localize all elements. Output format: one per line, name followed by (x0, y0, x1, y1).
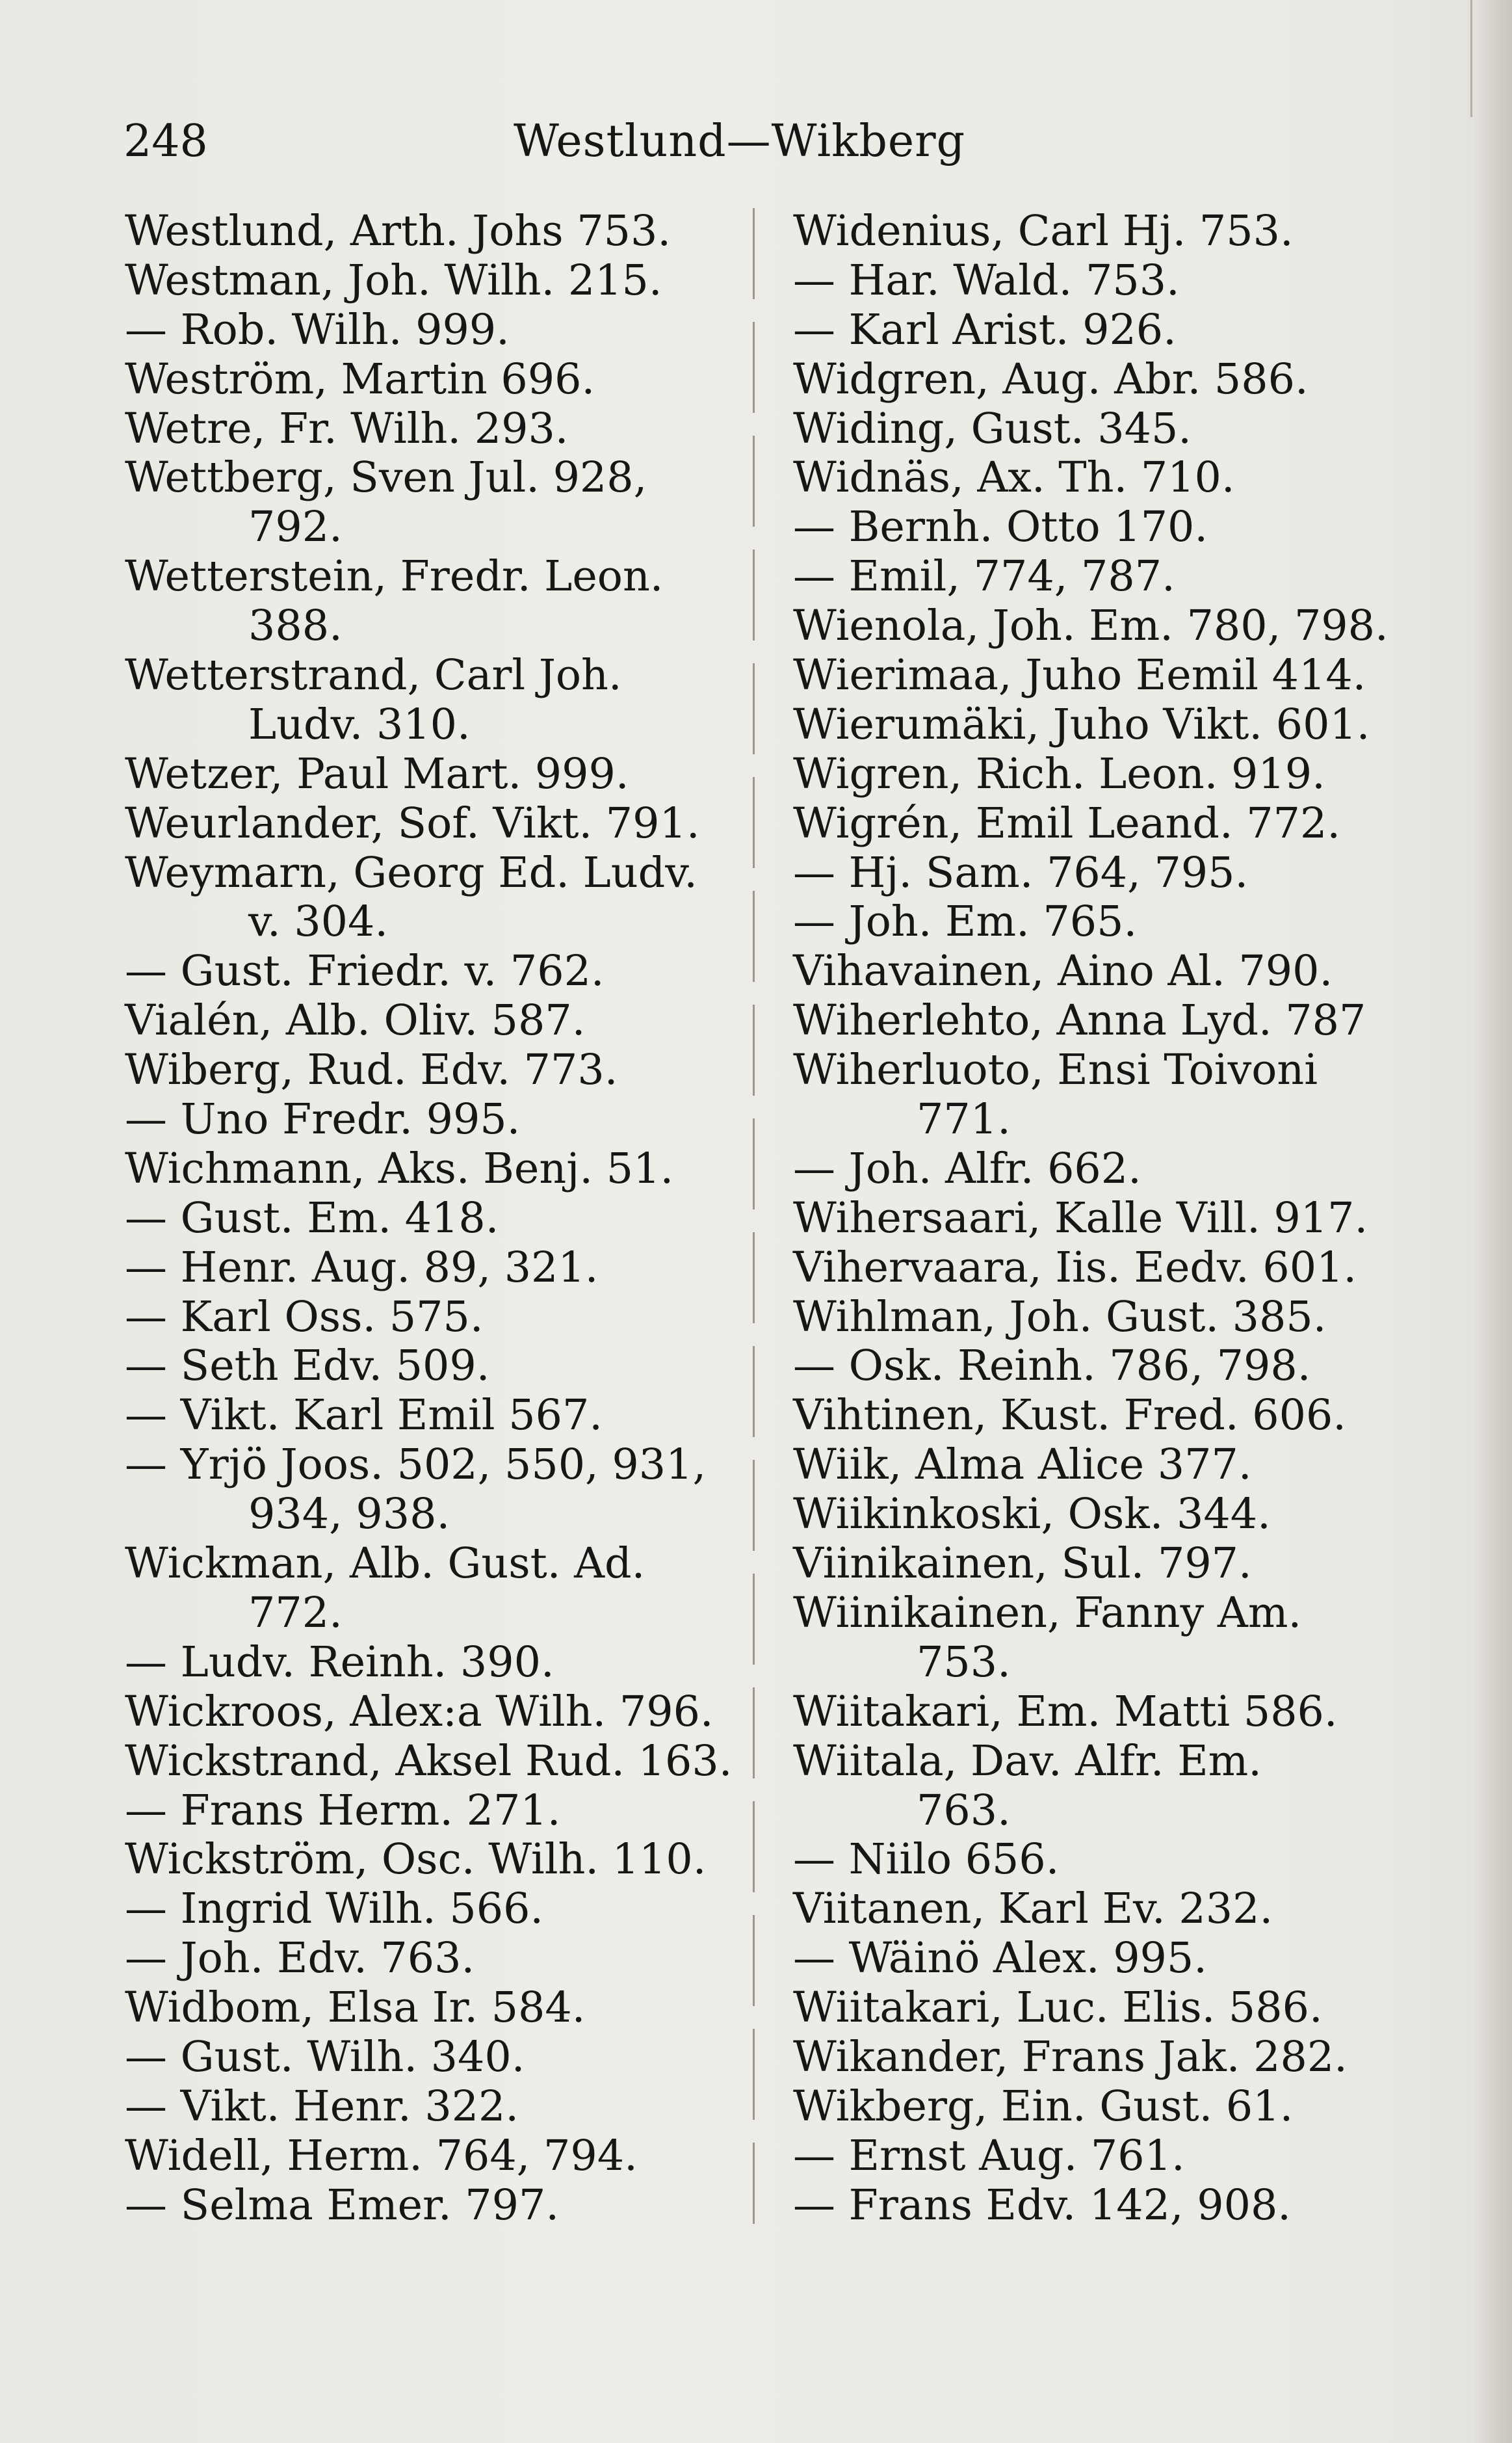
index-entry-continuation: 772. (248, 1588, 343, 1637)
index-entry: Widgren, Aug. Abr. 586. (793, 354, 1309, 404)
index-entry-continuation: 934, 938. (248, 1490, 450, 1539)
index-entry: Viinikainen, Sul. 797. (793, 1539, 1252, 1589)
index-entry: Widbom, Elsa Ir. 584. (125, 1983, 586, 2033)
index-entry: Vihervaara, Iis. Eedv. 601. (793, 1243, 1357, 1292)
running-head: Westlund—Wikberg (514, 116, 966, 167)
index-entry: Wigren, Rich. Leon. 919. (793, 749, 1325, 799)
right-column (793, 207, 1398, 2230)
index-entry: Wickstrand, Aksel Rud. 163. (125, 1736, 733, 1786)
index-entry: Widenius, Carl Hj. 753. (793, 207, 1294, 256)
index-entry: Widell, Herm. 764, 794. (125, 2131, 638, 2180)
left-column (125, 207, 733, 2230)
index-entry: Westman, Joh. Wilh. 215. (125, 256, 662, 305)
index-entry: Wikberg, Ein. Gust. 61. (793, 2081, 1294, 2131)
index-entry: Wettberg, Sven Jul. 928, (125, 453, 647, 503)
index-entry: — Gust. Friedr. v. 762. (125, 947, 605, 996)
index-entry: — Joh. Alfr. 662. (793, 1144, 1141, 1193)
index-entry-continuation: 753. (917, 1637, 1011, 1687)
index-entry: — Ingrid Wilh. 566. (125, 1884, 544, 1934)
index-entry: Wichmann, Aks. Benj. 51. (125, 1144, 674, 1193)
index-entry: Vihavainen, Aino Al. 790. (793, 947, 1333, 996)
index-entry: Wiitala, Dav. Alfr. Em. (793, 1736, 1262, 1786)
index-entry: — Joh. Edv. 763. (125, 1934, 475, 1983)
index-entry-continuation: Ludv. 310. (248, 700, 471, 749)
index-entry: — Joh. Em. 765. (793, 897, 1138, 947)
index-entry: Westlund, Arth. Johs 753. (125, 207, 671, 256)
index-entry: — Rob. Wilh. 999. (125, 305, 510, 354)
page-header (124, 109, 1398, 174)
index-entry: Wihersaari, Kalle Vill. 917. (793, 1193, 1368, 1243)
index-entry-continuation: 763. (917, 1786, 1011, 1835)
index-entry: Wihlman, Joh. Gust. 385. (793, 1292, 1327, 1341)
index-entry: — Selma Emer. 797. (125, 2180, 560, 2230)
index-entry: — Frans Edv. 142, 908. (793, 2180, 1291, 2230)
index-entry: Wetterstrand, Carl Joh. (125, 651, 622, 700)
index-entry-continuation: 388. (248, 601, 343, 651)
index-entry: — Henr. Aug. 89, 321. (125, 1243, 599, 1292)
index-entry: Viitanen, Karl Ev. 232. (793, 1884, 1273, 1934)
index-entry: Wiberg, Rud. Edv. 773. (125, 1046, 618, 1095)
index-entry: Wiikinkoski, Osk. 344. (793, 1490, 1271, 1539)
index-entry: Wikander, Frans Jak. 282. (793, 2032, 1348, 2081)
index-entry: — Gust. Em. 418. (125, 1193, 499, 1243)
index-entry: Wickman, Alb. Gust. Ad. (125, 1539, 645, 1589)
index-entry: — Gust. Wilh. 340. (125, 2032, 525, 2081)
index-entry: Wetzer, Paul Mart. 999. (125, 749, 629, 799)
page-edge-line (1470, 0, 1472, 117)
index-entry: Vialén, Alb. Oliv. 587. (125, 996, 586, 1046)
index-entry: Wetre, Fr. Wilh. 293. (125, 404, 569, 453)
index-entry: — Osk. Reinh. 786, 798. (793, 1341, 1311, 1391)
index-entry: Weymarn, Georg Ed. Ludv. (125, 848, 697, 897)
index-entry: — Niilo 656. (793, 1835, 1060, 1884)
index-entry: — Wäinö Alex. 995. (793, 1934, 1207, 1983)
index-entry: — Hj. Sam. 764, 795. (793, 848, 1249, 897)
column-divider (753, 208, 755, 2224)
index-entry: — Karl Arist. 926. (793, 305, 1177, 354)
index-entry: — Bernh. Otto 170. (793, 503, 1208, 552)
index-entry: — Uno Fredr. 995. (125, 1095, 521, 1144)
index-entry: Wiik, Alma Alice 377. (793, 1440, 1252, 1490)
index-entry: — Ludv. Reinh. 390. (125, 1637, 554, 1687)
index-entry: — Har. Wald. 753. (793, 256, 1180, 305)
index-entry: Wierimaa, Juho Eemil 414. (793, 651, 1366, 700)
index-entry: Weurlander, Sof. Vikt. 791. (125, 799, 700, 848)
index-entry: Wiherlehto, Anna Lyd. 787 (793, 996, 1366, 1046)
index-entry: Wickström, Osc. Wilh. 110. (125, 1835, 707, 1884)
index-entry: — Frans Herm. 271. (125, 1786, 561, 1835)
index-entry: Vihtinen, Kust. Fred. 606. (793, 1391, 1346, 1440)
index-entry: — Yrjö Joos. 502, 550, 931, (125, 1440, 707, 1490)
index-entry: — Vikt. Henr. 322. (125, 2081, 519, 2131)
index-entry: Widing, Gust. 345. (793, 404, 1192, 453)
index-entry: Wetterstein, Fredr. Leon. (125, 552, 664, 601)
index-entry: Wienola, Joh. Em. 780, 798. (793, 601, 1388, 651)
index-entry: — Karl Oss. 575. (125, 1292, 484, 1341)
index-entry-continuation: v. 304. (248, 897, 389, 947)
page-edge-shadow (1473, 0, 1512, 2443)
index-entry: Wickroos, Alex:a Wilh. 796. (125, 1687, 714, 1736)
index-entry: Wiinikainen, Fanny Am. (793, 1588, 1302, 1637)
index-entry: Wigrén, Emil Leand. 772. (793, 799, 1341, 848)
index-entry: Weström, Martin 696. (125, 354, 595, 404)
page-number: 248 (124, 116, 208, 167)
index-entry: Wiherluoto, Ensi Toivoni (793, 1046, 1318, 1095)
index-entry: Widnäs, Ax. Th. 710. (793, 453, 1235, 503)
index-entry-continuation: 771. (917, 1095, 1011, 1144)
index-entry: — Ernst Aug. 761. (793, 2131, 1185, 2180)
index-entry: — Emil, 774, 787. (793, 552, 1175, 601)
index-entry: — Seth Edv. 509. (125, 1341, 490, 1391)
index-entry: Wierumäki, Juho Vikt. 601. (793, 700, 1370, 749)
index-entry: Wiitakari, Em. Matti 586. (793, 1687, 1338, 1736)
index-entry: — Vikt. Karl Emil 567. (125, 1391, 603, 1440)
index-entry-continuation: 792. (248, 503, 343, 552)
index-entry: Wiitakari, Luc. Elis. 586. (793, 1983, 1323, 2033)
